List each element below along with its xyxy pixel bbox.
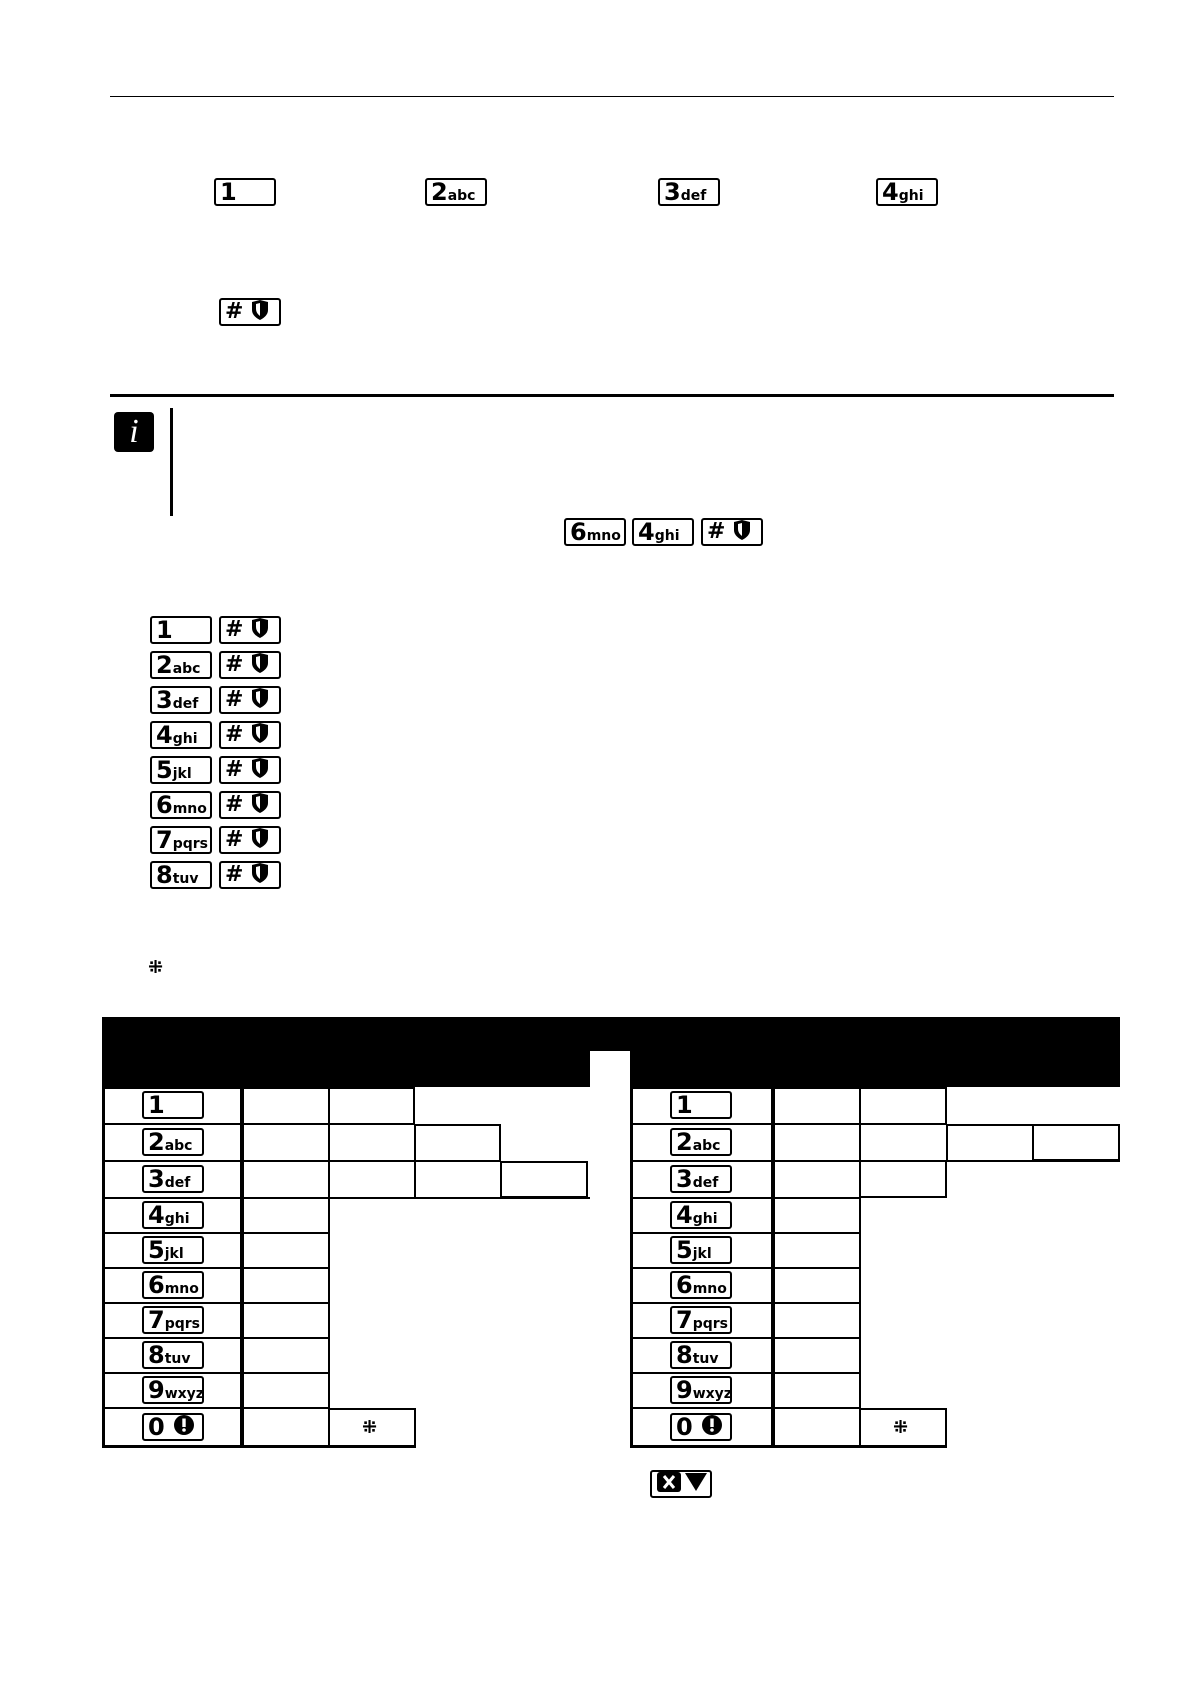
key-7: 7 pqrs bbox=[142, 1306, 204, 1334]
key-9: 9 wxyz bbox=[142, 1376, 204, 1404]
key-8: 8 tuv bbox=[142, 1341, 204, 1369]
key-6: 6 mno bbox=[670, 1271, 732, 1299]
table-cell bbox=[774, 1124, 860, 1161]
arrow-down-icon bbox=[685, 1473, 707, 1495]
star-symbol: ⁜ bbox=[893, 1417, 909, 1438]
table-cell bbox=[774, 1087, 860, 1124]
shield-icon bbox=[251, 793, 269, 817]
shield-icon bbox=[251, 828, 269, 852]
key-9: 9 wxyz bbox=[670, 1376, 732, 1404]
right-table-header bbox=[630, 1017, 1120, 1087]
table-cell bbox=[243, 1161, 329, 1198]
table-cell bbox=[329, 1161, 415, 1198]
key-8: 8 tuv bbox=[150, 861, 212, 889]
table-cell bbox=[243, 1303, 329, 1338]
key-5: 5 jkl bbox=[150, 756, 212, 784]
key-hash: # bbox=[219, 756, 281, 784]
table-cell bbox=[243, 1087, 329, 1124]
table-cell bbox=[415, 1161, 501, 1198]
key-hash: # bbox=[219, 791, 281, 819]
table-cell bbox=[243, 1338, 329, 1373]
key-5: 5 jkl bbox=[142, 1236, 204, 1264]
key-3: 3 def bbox=[670, 1165, 732, 1193]
shield-icon bbox=[251, 863, 269, 887]
key-6: 6 mno bbox=[150, 791, 212, 819]
section-rule bbox=[110, 394, 1114, 397]
star-symbol: ⁜ bbox=[362, 1417, 378, 1438]
table-cell bbox=[243, 1124, 329, 1161]
exclamation-icon bbox=[174, 1415, 194, 1439]
key-1: 1 bbox=[150, 616, 212, 644]
header-bridge bbox=[576, 1017, 630, 1051]
exclamation-icon bbox=[702, 1415, 722, 1439]
table-cell bbox=[501, 1161, 588, 1198]
key-hash: # bbox=[219, 826, 281, 854]
table-cell bbox=[243, 1268, 329, 1303]
key-2: 2 abc bbox=[150, 651, 212, 679]
table-cell bbox=[860, 1161, 947, 1198]
key-2: 2 abc bbox=[425, 178, 487, 206]
table-cell bbox=[774, 1338, 860, 1373]
key-5: 5 jkl bbox=[670, 1236, 732, 1264]
shield-icon bbox=[251, 758, 269, 782]
table-cell bbox=[243, 1233, 329, 1268]
note-bar bbox=[170, 408, 173, 516]
table-cell bbox=[243, 1408, 329, 1448]
key-7: 7 pqrs bbox=[150, 826, 212, 854]
table-cell bbox=[774, 1408, 860, 1448]
clear-down-key bbox=[650, 1470, 712, 1498]
header-rule bbox=[110, 96, 1114, 97]
key-3: 3 def bbox=[142, 1165, 204, 1193]
key-0: 0 bbox=[142, 1413, 204, 1441]
table-cell bbox=[1033, 1124, 1120, 1161]
key-hash: # bbox=[219, 616, 281, 644]
table-cell bbox=[243, 1373, 329, 1408]
table-cell bbox=[774, 1161, 860, 1198]
key-3: 3 def bbox=[150, 686, 212, 714]
key-3: 3 def bbox=[658, 178, 720, 206]
key-hash: # bbox=[219, 298, 281, 326]
key-8: 8 tuv bbox=[670, 1341, 732, 1369]
shield-icon bbox=[251, 688, 269, 712]
table-cell bbox=[329, 1087, 415, 1124]
left-table-header bbox=[102, 1017, 590, 1087]
shield-icon bbox=[251, 618, 269, 642]
star-symbol: ⁜ bbox=[148, 957, 164, 978]
shield-icon bbox=[251, 723, 269, 747]
shield-icon bbox=[733, 520, 751, 544]
table-cell bbox=[774, 1268, 860, 1303]
key-4: 4 ghi bbox=[876, 178, 938, 206]
key-4: 4 ghi bbox=[670, 1201, 732, 1229]
key-6: 6 mno bbox=[564, 518, 626, 546]
table-cell bbox=[243, 1198, 329, 1233]
key-0: 0 bbox=[670, 1413, 732, 1441]
shield-icon bbox=[251, 653, 269, 677]
key-6: 6 mno bbox=[142, 1271, 204, 1299]
table-cell bbox=[947, 1124, 1033, 1161]
table-cell bbox=[774, 1233, 860, 1268]
table-cell bbox=[774, 1198, 860, 1233]
key-4: 4 ghi bbox=[632, 518, 694, 546]
key-2: 2 abc bbox=[142, 1128, 204, 1156]
clear-icon bbox=[657, 1472, 681, 1496]
shield-icon bbox=[251, 300, 269, 324]
table-cell bbox=[774, 1303, 860, 1338]
info-icon: i bbox=[114, 412, 154, 452]
key-hash: # bbox=[219, 861, 281, 889]
key-4: 4 ghi bbox=[150, 721, 212, 749]
table-cell bbox=[860, 1124, 947, 1161]
key-hash: # bbox=[701, 518, 763, 546]
table-cell bbox=[774, 1373, 860, 1408]
table-cell bbox=[860, 1087, 947, 1124]
key-hash: # bbox=[219, 686, 281, 714]
key-4: 4 ghi bbox=[142, 1201, 204, 1229]
table-cell bbox=[415, 1124, 501, 1161]
key-hash: # bbox=[219, 721, 281, 749]
key-2: 2 abc bbox=[670, 1128, 732, 1156]
key-7: 7 pqrs bbox=[670, 1306, 732, 1334]
key-1: 1 bbox=[670, 1091, 732, 1119]
key-hash: # bbox=[219, 651, 281, 679]
table-cell bbox=[329, 1124, 415, 1161]
key-1: 1 bbox=[214, 178, 276, 206]
key-1: 1 bbox=[142, 1091, 204, 1119]
